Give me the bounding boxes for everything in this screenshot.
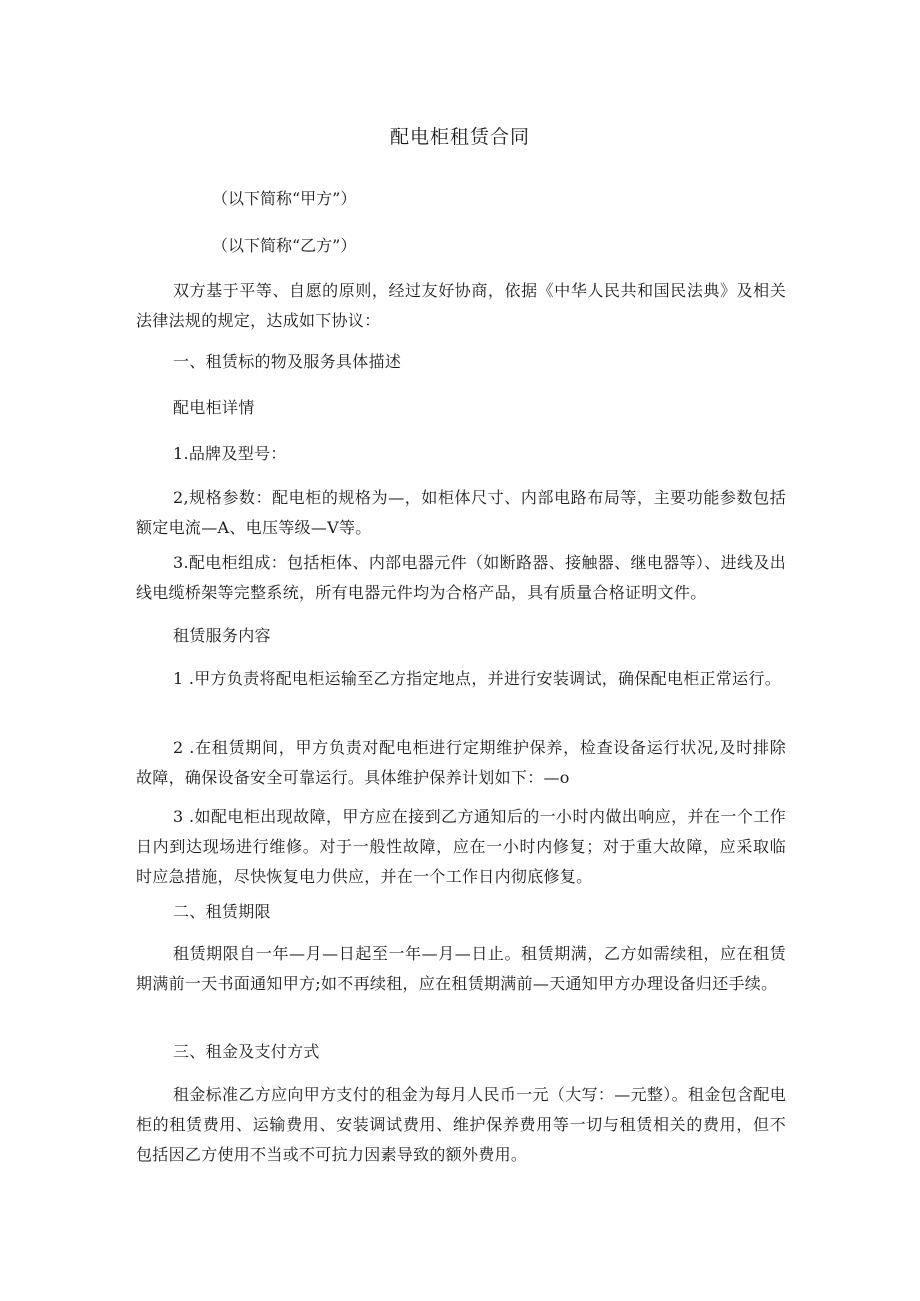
subheading-cabinet-details: 配电柜详情 [173,398,255,417]
item-specifications: 2,规格参数：配电柜的规格为—，如柜体尺寸、内部电路布局等，主要功能参数包括额定电流—A、电压等级—V等。 [136,488,786,537]
service-item-2: 2 .在租赁期间，甲方负责对配电柜进行定期维护保养，检查设备运行状况,及时排除故障，确保设备安全可靠运行。具体维护保养计划如下：—o [136,738,786,787]
term-paragraph: 租赁期限自一年—月—日起至一年—月—日止。租赁期满，乙方如需续租，应在租赁期满前一天书面通知甲方;如不再续租，应在租赁期满前—天通知甲方办理设备归还手续。 [136,944,786,993]
party-b-line: （以下简称“乙方”） [212,236,357,255]
section-2-heading: 二、租赁期限 [173,902,271,921]
subheading-rental-service: 租赁服务内容 [173,626,271,645]
section-1-heading: 一、租赁标的物及服务具体描述 [173,352,402,371]
item-brand-model: 1.品牌及型号： [173,444,287,463]
document-title: 配电柜租赁合同 [389,126,530,148]
intro-paragraph: 双方基于平等、自愿的原则，经过友好协商，依据《中华人民共和国民法典》及相关法律法规的规定，达成如下协议： [136,281,786,330]
rent-paragraph: 租金标准乙方应向甲方支付的租金为每月人民币一元（大写：—元整）。租金包含配电柜的租赁费用、运输费用、安装调试费用、维护保养费用等一切与租赁相关的费用，但不包括因乙方使用不当或不可抗力因素导致的额外费用。 [136,1085,786,1164]
item-composition: 3.配电柜组成：包括柜体、内部电器元件（如断路器、接触器、继电器等）、进线及出线电缆桥架等完整系统，所有电器元件均为合格产品，具有质量合格证明文件。 [136,553,786,602]
service-item-3: 3 .如配电柜出现故障，甲方应在接到乙方通知后的一小时内做出响应，并在一个工作日内到达现场进行维修。对于一般性故障，应在一小时内修复；对于重大故障，应采取临时应急措施，尽快恢复电力供应，并在一个工作日内彻底修复。 [136,807,786,886]
section-3-heading: 三、租金及支付方式 [173,1042,320,1061]
service-item-1: 1 .甲方负责将配电柜运输至乙方指定地点，并进行安装调试，确保配电柜正常运行。 [173,669,782,688]
party-a-line: （以下简称“甲方”） [212,189,357,208]
